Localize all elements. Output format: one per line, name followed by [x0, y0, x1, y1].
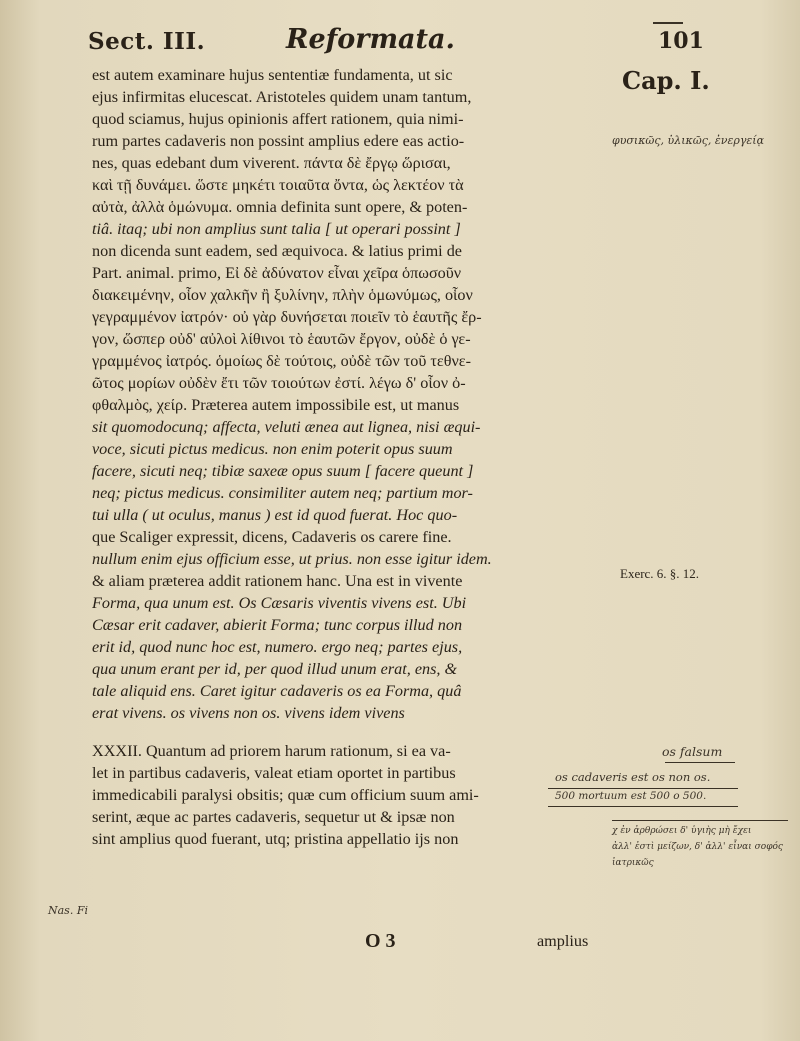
text-line: est autem examinare hujus sententiæ fundamenta, ut sic: [92, 66, 453, 84]
ink-underline: [665, 762, 735, 763]
signature-mark: O 3: [365, 930, 396, 952]
text-line: erat vivens. os vivens non os. vivens idem vivens: [92, 704, 405, 722]
section-label: Sect. III.: [88, 28, 206, 55]
text-line: Cæsar erit cadaver, abierit Forma; tunc corpus illud non: [92, 616, 463, 634]
margin-note-right: χ ἐν ἀρθρώσει δ' ὑγιὴς μὴ ἔχει: [612, 826, 752, 836]
ink-rule: [653, 22, 683, 24]
text-line: αὐτὰ, ἀλλὰ ὁμώνυμα. omnia definita sunt opere, & poten-: [92, 198, 468, 216]
text-line: tui ulla ( ut oculus, manus ) est id quod fuerat. Hoc quo-: [92, 506, 458, 524]
text-line: sint amplius quod fuerant, utq; pristina appellatio ijs non: [92, 830, 459, 848]
text-line: Forma, qua unum est. Os Cæsaris viventis vivens est. Ubi: [92, 594, 467, 612]
text-line: XXXII. Quantum ad priorem harum rationum, si ea va-: [92, 742, 451, 760]
text-line: διακειμένην, οἷον χαλκῆν ἢ ξυλίνην, πλὴν ὁμωνύμως, οἷον: [92, 286, 473, 304]
margin-note-500: 500 mortuum est 500 o 500.: [555, 790, 707, 802]
text-line: serint, æque ac partes cadaveris, sequetur ut & ipsæ non: [92, 808, 455, 826]
text-line: nes, quas edebant dum viverent. πάντα δὲ ἔργῳ ὥρισαι,: [92, 154, 451, 172]
running-title: Reformata.: [286, 24, 455, 55]
margin-note-left: Nas. Fi: [48, 904, 88, 917]
text-line: ejus infirmitas elucescat. Aristoteles quidem unam tantum,: [92, 88, 472, 106]
margin-note-greek: φυσικῶς, ὑλικῶς, ἐνεργείᾳ: [612, 134, 765, 147]
text-line: erit id, quod nunc hoc est, numero. ergo neq; partes ejus,: [92, 638, 463, 656]
chapter-label: Cap. I.: [622, 66, 710, 95]
catchword: amplius: [537, 932, 589, 950]
running-header: [88, 22, 708, 62]
text-line: nullum enim ejus officium esse, ut prius. non esse igitur idem.: [92, 550, 492, 568]
text-line: neq; pictus medicus. consimiliter autem neq; partium mor-: [92, 484, 473, 502]
text-line: ῶτος μορίων οὐδὲν ἔτι τῶν τοιούτων ἐστί. λέγω δ' οἷον ὀ-: [92, 374, 466, 392]
text-line: voce, sicuti pictus medicus. non enim poterit opus suum: [92, 440, 453, 458]
text-line: γραμμένος ἰατρός. ὁμοίως δὲ τούτοις, οὐδὲ τῶν τοῦ τεθνε-: [92, 352, 471, 370]
margin-note-right: ἀλλ' ἐστὶ μείζων, δ' ἀλλ' εἶναι σοφός: [612, 842, 783, 852]
text-line: sit quomodocunq; affecta, veluti ænea aut lignea, nisi æqui-: [92, 418, 481, 436]
text-line: γεγραμμένον ἰατρόν· οὐ γὰρ δυνήσεται ποιεῖν τὸ ἑαυτῆς ἔρ-: [92, 308, 482, 326]
margin-note-right: ἰατρικῶς: [612, 858, 654, 868]
text-line: & aliam præterea addit rationem hanc. Una est in vivente: [92, 572, 463, 590]
ink-underline: [612, 820, 788, 821]
text-line: tiâ. itaq; ubi non amplius sunt talia [ ut operari possint ]: [92, 220, 461, 238]
text-line: γον, ὥσπερ οὐδ' αὐλοὶ λίθινοι τὸ ἑαυτῶν ἔργον, οὐδὲ ὁ γε-: [92, 330, 471, 348]
text-line: non dicenda sunt eadem, sed æquivoca. & latius primi de: [92, 242, 462, 260]
margin-reference: Exerc. 6. §. 12.: [620, 566, 700, 581]
text-line: qua unum erant per id, per quod illud unum erat, ens, &: [92, 660, 458, 678]
text-line: rum partes cadaveris non possint amplius edere eas actio-: [92, 132, 465, 150]
main-text: [92, 64, 612, 850]
ink-underline: [548, 806, 738, 807]
text-line: que Scaliger expressit, dicens, Cadaveris os carere fine.: [92, 528, 452, 546]
margin-note-cadaver: os cadaveris est os non os.: [555, 770, 711, 784]
ink-underline: [548, 788, 738, 789]
text-line: Part. animal. primo, Εἰ δὲ ἀδύνατον εἶναι χεῖρα ὁπωσοῦν: [92, 264, 462, 282]
text-line: facere, sicuti neq; tibiæ saxeæ opus suum [ facere queunt ]: [92, 462, 474, 480]
text-line: φθαλμὸς, χείρ. Præterea autem impossibile est, ut manus: [92, 396, 460, 414]
text-line: καὶ τῇ δυνάμει. ὥστε μηκέτι τοιαῦτα ὄντα, ὡς λεκτέον τὰ: [92, 176, 464, 194]
page-number: 101: [658, 28, 704, 54]
text-line: immedicabili paralysi obsitis; quæ cum officium suum ami-: [92, 786, 479, 804]
margin-note-os-falsum: os falsum: [662, 744, 723, 759]
text-line: tale aliquid ens. Caret igitur cadaveris os ea Forma, quâ: [92, 682, 462, 700]
text-line: let in partibus cadaveris, valeat etiam oportet in partibus: [92, 764, 456, 782]
text-line: quod sciamus, hujus opinionis affert rationem, quia nimi-: [92, 110, 464, 128]
